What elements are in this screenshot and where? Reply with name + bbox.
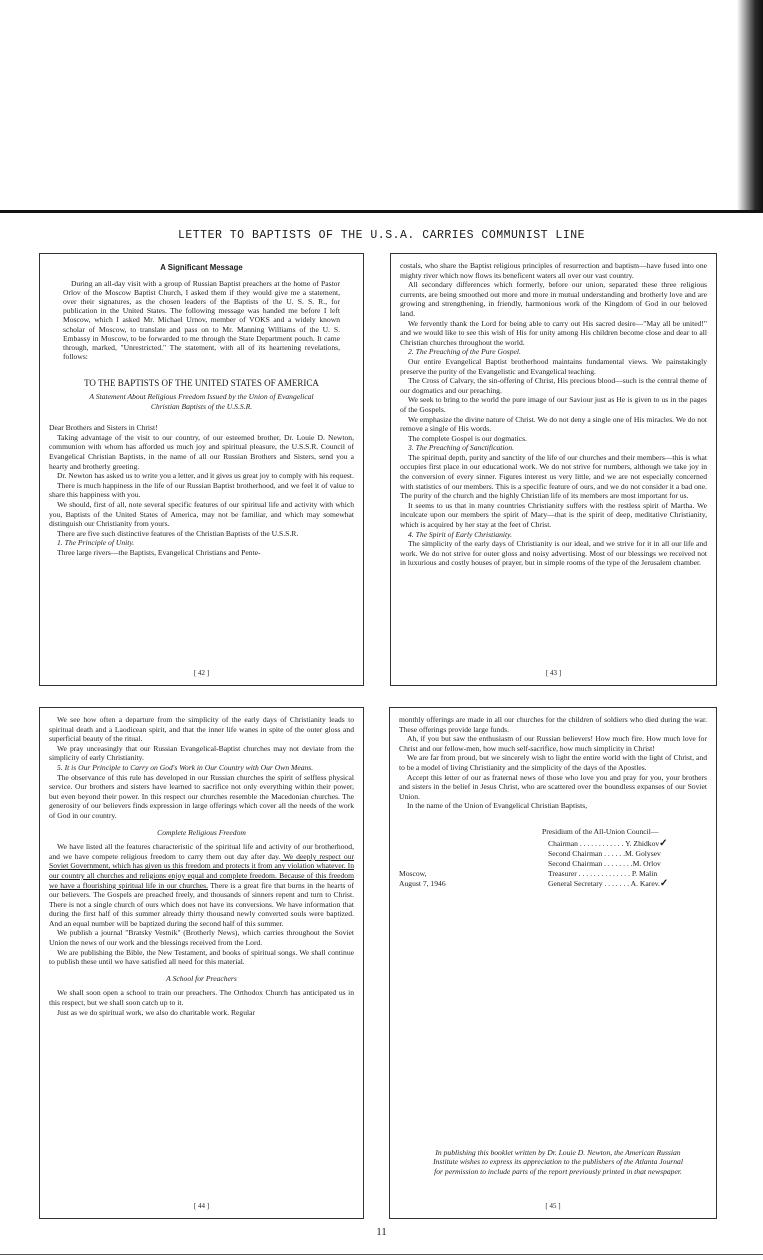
paragraph: The spiritual depth, purity and sanctity of the life of our churches and their members—this is what occupies first place in our educational work. We do not strive for numbers, although we take joy in the conversion of every sinner. Figures interest us very little, and we are not especially concerned with statistics of our members. This is a specific feature of ours, and we do not consider it a bad one. The purity of the church and the highly Christian life of its members are most important for us. [400, 452, 707, 501]
feature-heading: 4. The Spirit of Early Christianity. [408, 529, 512, 539]
booklet-page-43 [390, 253, 717, 686]
check-mark-icon: ✓ [659, 837, 668, 849]
feature-heading: 2. The Preaching of the Pure Gospel. [408, 347, 521, 357]
paragraph: Ah, if you but saw the enthusiasm of our Russian believers! How much fire. How much love for Christ and our fellow-men, how much self-sacrifice, how much simplicity in Christ! [399, 734, 707, 753]
paragraph: The observance of this rule has developed in our Russian churches the spirit of selfless physical service. Our brothers and sisters have learned to sacrifice not only everything within their power, but even beyond their power. In this respect our churches resemble the Macedonian churches. The generosity of our believers finds expression in large offerings which cover all the needs of the work of God in our country. [49, 772, 354, 820]
presidium-heading: Presidium of the All-Union Council— [542, 826, 659, 836]
paragraph: We seek to bring to the world the pure image of our Saviour just as He is given to us in the pages of the Gospels. [400, 395, 707, 414]
letter-title: TO THE BAPTISTS OF THE UNITED STATES OF AMERICA [84, 378, 319, 389]
paragraph: monthly offerings are made in all our churches for the children of soldiers who died during the war. These offerings provide large funds. [399, 715, 707, 734]
section-heading: A School for Preachers [166, 973, 237, 983]
paragraph: We pray unceasingly that our Russian Evangelical-Baptist churches may not deviate from the simplicity of early Christianity. [49, 743, 354, 763]
significant-message-title: A Significant Message [160, 263, 243, 272]
text-run: We have listed all the features characteristic of the spiritual life and activity of our brotherhood, and we have compete religious freedom to carry them out day after day. [49, 842, 354, 861]
paragraph: Dr. Newton has asked us to write you a letter, and it gives us great joy to comply with his request. [57, 471, 354, 481]
paragraph: Our entire Evangelical Baptist brotherhood maintains fundamental views. We painstakingly preserve the purity of the Evangelistic and Evangelical teaching. [400, 356, 707, 376]
signature-block [399, 827, 707, 919]
paragraph: We fervently thank the Lord for being able to carry out His sacred desire—"May all be united!" and we would like to see this wish of His for unity among His children become close and dear to all Christian churches throughout the world. [400, 318, 707, 347]
paragraph: We should, first of all, note several specific features of our spiritual life and activity with which you, Baptists of the United States of America, may not be familiar, and which may somewhat distinguish our Christianity from yours. [49, 499, 354, 529]
paragraph: We are publishing the Bible, the New Testament, and books of spiritual songs. We shall continue to publish these until we have satisfied all need for this material. [49, 947, 354, 967]
paragraph: We are far from proud, but we sincerely wish to light the entire world with the light of Christ, and to be a model of living Christianity and the simplicity of the days of the Apostles. [399, 753, 707, 772]
date-line: August 7, 1946 [399, 878, 446, 888]
paragraph: We publish a journal "Bratsky Vestnik" (Brotherly News), which carries throughout the Soviet Union the news of our work and the blessings received from the Lord. [49, 928, 354, 948]
feature-heading: 3. The Preaching of Sanctification. [408, 443, 515, 453]
letter-subtitle: A Statement About Religious Freedom Issued by the Union of Evangelical Christian Baptists of the U.S.S.R. [89, 392, 314, 411]
paragraph: The simplicity of the early days of Christianity is our ideal, and we strive for it in all our life and work. We do not strive for outer gloss and noisy advertising. Most of our blessings we received not in luxurious and costly houses of prayer, but in simple rooms of the type of the Jerusalem chamber. [400, 539, 707, 568]
page-label: [ 45 ] [545, 1202, 561, 1211]
intro-paragraph: During an all-day visit with a group of Russian Baptist preachers at the home of Pastor Orlov of the Moscow Baptist Church, I asked them if they would give me a statement, over their signatures, as the chosen leaders of the Baptists of the U. S. S. R., for publication in the United States. The following message was handed me before I left Moscow, which I asked Mr. Michael Urnov, member of VOKS and a widely known scholar of Moscow, to translate and pass on to Mr. Manning Williams of the U. S. Embassy in Moscow, to be forwarded to me through the State Department pouch. It came through, marked, "Unrestricted." The statement, with all of its heartening revelations, follows: [63, 278, 340, 362]
paragraph: Accept this letter of our as fraternal news of those who love you and pray for you, your brothers and sisters in the belief in Jesus Christ, who are scattered over the boundless expanses of our Soviet Union. [399, 772, 707, 801]
place-line: Moscow, [399, 868, 427, 878]
signatory-row: Second Chairman . . . . . . . .M. Orlov [548, 858, 661, 868]
page-headline: LETTER TO BAPTISTS OF THE U.S.A. CARRIES COMMUNIST LINE [177, 229, 586, 242]
text-run: There is a great fire that burns in the hearts of our believers. The Gospels are preached freely, and thousands of sinners repent and turn to Christ. There is not a single church of ours which does not have its conversions. We have information that during the first half of this summer already thirty thousand newly converted souls were baptized. And an equal number will be baptized during the second half of this summer. [49, 880, 354, 928]
signatory-text: Chairman . . . . . . . . . . . . Y. Zhidkov [548, 838, 660, 848]
booklet-page-42 [39, 253, 364, 686]
underlined-passage: We deeply respect our Soviet Government, which has given us this freedom and protects it from any violation whatever. In our country all churches and religions enjoy equal and complete freedom. Because of this freedom we have a flourishing spiritual life in our churches. [49, 851, 354, 890]
booklet-page-44 [39, 707, 364, 1219]
publisher-note: In publishing this booklet written by Dr. Louie D. Newton, the American Russian Institute wishes to express its appreciation to the publishers of the Atlanta Journal for permission to include parts of the report previously printed in that newspaper. [433, 1148, 683, 1176]
paragraph: The complete Gospel is our dogmatics. [408, 433, 527, 443]
paragraph: Just as we do spiritual work, we also do charitable work. Regular [57, 1007, 256, 1017]
salutation: Dear Brothers and Sisters in Christ! [49, 423, 158, 433]
signatory-row: Treasurer . . . . . . . . . . . . . . P. Malin [548, 868, 658, 878]
paragraph: It seems to us that in many countries Christianity suffers with the restless spirit of Martha. We inculcate upon our members the spirit of Mary—that is the spirit of deep, meditative Christianity, which is acquired by her stay at the feet of Christ. [400, 500, 707, 530]
signatory-row [548, 839, 668, 849]
paragraph: costals, who share the Baptist religious principles of resurrection and baptism—have fused into one mighty river which now flows its beneficent waters all over our vast country. [400, 261, 707, 280]
signatory-row [548, 879, 668, 889]
paragraph: We emphasize the divine nature of Christ. We do not deny a single one of His miracles. We do not remove a single of His words. [400, 414, 707, 434]
intro-block [49, 279, 354, 362]
feature-heading: 1. The Principle of Unity. [57, 538, 135, 548]
scan-header-band [0, 0, 763, 213]
page-number: 11 [376, 1226, 387, 1238]
paragraph: There is much happiness in the life of our Russian Baptist brotherhood, and we feel it of value to share this happiness with you. [49, 480, 354, 500]
signatory-text: General Secretary . . . . . . . A. Karev. [548, 878, 660, 888]
paragraph: We see how often a departure from the simplicity of the early days of Christianity leads to spiritual death and a Laodicean spirit, and that the inner life wanes in spite of the outer gloss and superficial beauty of the ritual. [49, 715, 354, 744]
paragraph: The Cross of Calvary, the sin-offering of Christ, His precious blood—such is the central theme of our dogmatics and our preaching. [400, 376, 707, 395]
feature-heading: 5. It is Our Principle to Carry on God's Work in Our Country with Our Own Means. [57, 762, 314, 772]
booklet-page-45 [389, 707, 717, 1219]
check-mark-icon: ✓ [659, 877, 669, 889]
paragraph: Three large rivers—the Baptists, Evangelical Christians and Pente- [57, 547, 261, 557]
page-label: [ 43 ] [545, 669, 562, 678]
paragraph: In the name of the Union of Evangelical Christian Baptists, [407, 801, 588, 811]
scan-edge-shadow [737, 0, 763, 210]
signatory-row: Second Chairman . . . . . .M. Golysev [548, 848, 661, 858]
section-heading: Complete Religious Freedom [157, 827, 246, 837]
paragraph: Taking advantage of the visit to our country, of our esteemed brother, Dr. Louie D. Newton, communion with whom has afforded us much joy and spiritual pleasure, the U.S.S.R. Council of Evangelical Christian Baptists, in the name of all our Russian Brothers and Sisters, send you a hearty and brotherly greeting. [49, 432, 354, 471]
bottom-rule [0, 1254, 763, 1255]
page-label: [ 42 ] [193, 669, 210, 678]
paragraph: We shall soon open a school to train our preachers. The Orthodox Church has anticipated us in this respect, but we shall soon catch up to it. [49, 988, 354, 1008]
page-label: [ 44 ] [193, 1202, 210, 1211]
paragraph: All secondary differences which formerly, before our union, separated these three religious currents, are being smoothed out more and more in mutual understanding and brotherly love and are growing and strengthening, in friendly, harmonious work of the Kingdom of God in our beloved land. [400, 280, 707, 318]
paragraph: There are five such distinctive features of the Christian Baptists of the U.S.S.R. [57, 528, 299, 538]
paragraph-freedom [49, 842, 354, 928]
